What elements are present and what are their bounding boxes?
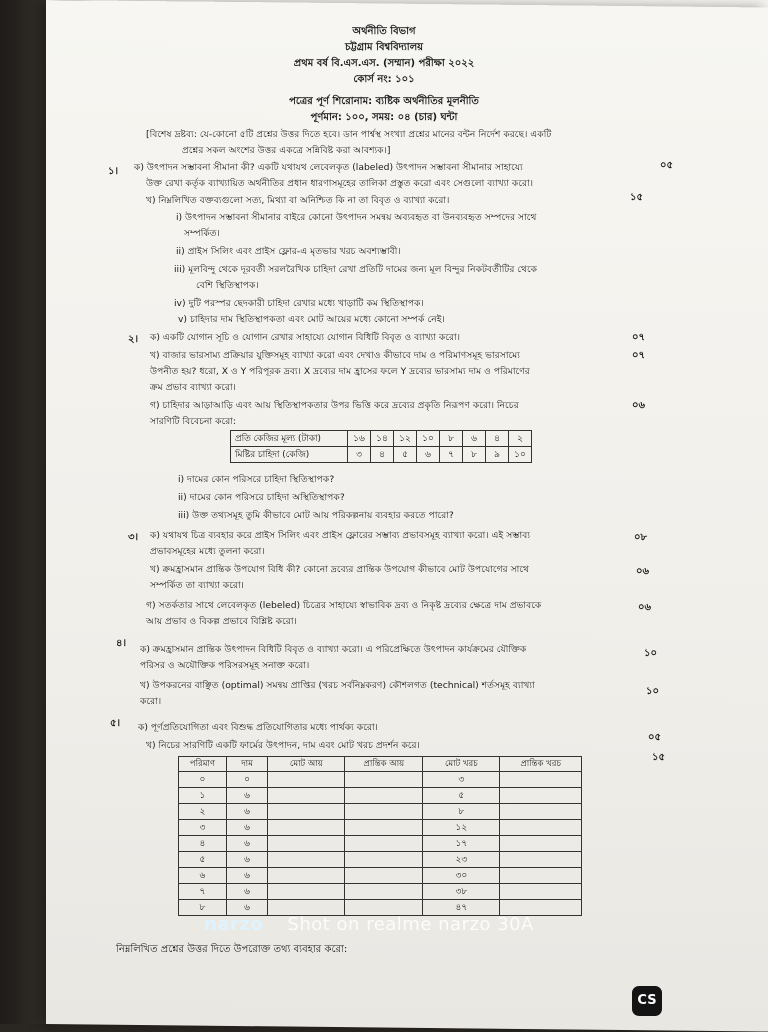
table-cell [500, 788, 582, 804]
table-cell: ৫ [179, 852, 227, 868]
watermark-brand: narzo [204, 914, 264, 935]
q1-a-cont: উক্ত রেখা কর্তৃক ব্যাখ্যায়িত অর্থনীতির প্রধান ধারণাসমূহের তালিকা প্রস্তুত করো এবং সেগুলো ব্যাখ্যা করো। [146, 178, 534, 189]
q1-number: ১। [108, 166, 119, 177]
q1-b: খ) নিম্নলিখিত বক্তব্যগুলো সত্য, মিথ্যা বা অনিশ্চিত কি না তা বিবৃত ও ব্যাখ্যা করো। [146, 195, 450, 206]
q1-a-mark: ০৫ [660, 160, 673, 171]
table-cell: ৬ [463, 431, 486, 447]
table-cell [268, 868, 345, 884]
table-cell: ৮ [440, 431, 463, 447]
course-no: কোর্স নং: ১০১ [353, 74, 415, 85]
table-cell [345, 820, 423, 836]
column-header: প্রান্তিক আয় [345, 757, 423, 772]
q2-a-mark: ০৭ [632, 332, 646, 343]
table-row [231, 447, 532, 463]
table-cell: ৪৭ [423, 900, 500, 916]
table-cell: ৬ [226, 804, 267, 820]
table-cell [500, 804, 582, 820]
table-cell: ২ [509, 431, 532, 447]
table-cell: ৩৮ [423, 884, 500, 900]
table-cell [268, 788, 345, 804]
table-cell: ১২ [423, 820, 500, 836]
table-cell: ৭ [179, 884, 227, 900]
table-cell [345, 868, 423, 884]
table-cell [345, 788, 423, 804]
table-cell [268, 804, 345, 820]
q4-b-mark: ১০ [646, 686, 659, 697]
paper-title: পত্রের পূর্ণ শিরোনাম: ব্যষ্টিক অর্থনীতির মূলনীতি [289, 96, 479, 107]
q2-b-cont-2: ক্রম প্রভাব ব্যাখ্যা করো। [150, 382, 236, 393]
q1-b-iii: iii) মূলবিন্দু থেকে দূরবর্তী সরলরৈখিক চাহিদা রেখা প্রতিটি দামের জন্য মূল বিন্দুর নিকটবর্তীটির থেকে [174, 264, 538, 275]
table-row [179, 772, 582, 788]
q3-a-mark: ০৮ [634, 532, 647, 543]
table-cell: ০ [226, 772, 267, 788]
column-header: প্রান্তিক খরচ [500, 757, 582, 772]
q1-b-iv: iv) দুটি পরস্পর ছেদকারী চাহিদা রেখার মধ্যে খাড়াটি কম স্থিতিস্থাপক। [174, 298, 424, 309]
row-label: প্রতি কেজির মূল্য (টাকা) [231, 431, 348, 447]
instruction-line-2: প্রশ্নের সকল অংশের উত্তর একত্রে সন্নিবিষ্ট করা আবশ্যক।] [182, 145, 391, 156]
table-cell [500, 772, 582, 788]
table-cell [268, 852, 345, 868]
q1-b-v: v) চাহিদার দাম স্থিতিস্থাপকতা এবং মোট আয়ের মধ্যে কোনো সম্পর্ক নেই। [178, 314, 445, 325]
table-cell [500, 868, 582, 884]
firm-table [178, 756, 582, 916]
q3-a-cont: প্রভাবসমূহের মধ্যে তুলনা করো। [150, 546, 265, 557]
table-cell [500, 884, 582, 900]
table-header-row [179, 757, 582, 772]
university: চট্টগ্রাম বিশ্ববিদ্যালয় [344, 42, 424, 53]
q3-number: ৩। [128, 532, 139, 543]
q4-a: ক) ক্রমহ্রাসমান প্রান্তিক উৎপাদন বিধিটি বিবৃত ও ব্যাখ্যা করো। এ পরিপ্রেক্ষিতে উৎপাদন কার্যক্রমের যৌক্তিক [140, 644, 527, 655]
q1-b-ii: ii) প্রাইস সিলিং এবং প্রাইস ফ্লোর-এ মৃতভার খরচ অবশ্যম্ভাবী। [176, 246, 401, 257]
q5-a: ক) পূর্ণপ্রতিযোগিতা এবং বিশুদ্ধ প্রতিযোগিতার মধ্যে পার্থক্য করো। [138, 722, 378, 733]
q4-a-mark: ১০ [644, 648, 657, 659]
q4-b: খ) উপকরনের বাঞ্ছিত (optimal) সমন্বয় প্রাপ্তির (খরচ সর্বনিম্নকরণ) কৌশলগত (technical) শর্তসমূহ ব্যাখ্যা [140, 680, 535, 691]
table-cell: ৬ [226, 900, 267, 916]
table-row [231, 431, 532, 447]
table-cell: ৬ [226, 820, 267, 836]
q3-a: ক) যথাযথ চিত্র ব্যবহার করে প্রাইস সিলিং এবং প্রাইস ফ্লোরের সম্ভাব্য প্রভাবসমূহ ব্যাখ্যা করো। এই সম্ভাব্য [150, 530, 530, 541]
table-cell: ৬ [226, 884, 267, 900]
q4-a-cont: পরিসর ও অযৌক্তিক পরিসরসমূহ সনাক্ত করো। [140, 660, 310, 671]
table-cell: ৮ [423, 804, 500, 820]
column-header: দাম [226, 757, 267, 772]
marks-time: পূর্ণমান: ১০০, সময়: ০৪ (চার) ঘন্টা [310, 112, 458, 123]
q3-b-mark: ০৬ [636, 566, 650, 577]
table-cell: ৬ [417, 447, 440, 463]
table-cell: ১ [179, 788, 227, 804]
q2-c-mark: ০৬ [632, 400, 646, 411]
q2-c-i: i) দামের কোন পরিসরে চাহিদা স্থিতিস্থাপক? [178, 474, 335, 485]
table-cell: ৫ [394, 447, 417, 463]
table-row [179, 788, 582, 804]
table-cell: ৯ [486, 447, 509, 463]
q5-b: খ) নিচের সারণিটি একটি ফার্মের উৎপাদন, দাম এবং মোট খরচ প্রদর্শন করে। [146, 740, 420, 751]
camera-watermark [204, 914, 534, 935]
table-cell: ৭ [440, 447, 463, 463]
q2-b-cont: উপনীত হয়? ধরো, X ও Y পরিপূরক দ্রব্য। X দ্রব্যের দাম হ্রাসের ফলে Y দ্রব্যের ভারসাম্য দাম ও পরিমাণের [150, 366, 530, 377]
table-row [179, 868, 582, 884]
q3-c-cont: আয় প্রভাব ও বিকল্প প্রভাবে বিশ্লিষ্ট করো। [146, 616, 297, 627]
q1-b-i: i) উৎপাদন সম্ভাবনা সীমানার বাইরে কোনো উৎপাদন সমন্বয় অব্যবহৃত বা উনব্যবহৃত সম্পদের সাথে [176, 212, 537, 223]
table-cell [345, 884, 423, 900]
q4-number: ৪। [116, 638, 127, 649]
table-cell: ৬ [179, 868, 227, 884]
column-header: মোট খরচ [423, 757, 500, 772]
table-cell: ৬ [226, 852, 267, 868]
table-cell: ৩ [179, 820, 227, 836]
table-row [179, 836, 582, 852]
table-cell: ১৭ [423, 836, 500, 852]
table-cell: ৬ [226, 836, 267, 852]
watermark-text: Shot on realme narzo 30A [287, 914, 534, 935]
table-cell: ৪ [486, 431, 509, 447]
table-cell: ৮ [463, 447, 486, 463]
table-cell: ৪ [371, 447, 394, 463]
q1-b-i-cont: সম্পর্কিত। [184, 228, 220, 239]
table-cell: ৬ [226, 868, 267, 884]
table-cell: ৪ [179, 836, 227, 852]
q5-number: ৫। [110, 718, 121, 729]
q5-a-mark: ০৫ [648, 732, 661, 743]
q1-b-mark: ১৫ [630, 192, 643, 203]
q5-b-mark: ১৫ [652, 752, 665, 763]
table-cell: ২ [179, 804, 227, 820]
table-cell [500, 820, 582, 836]
table-cell: ৩ [423, 772, 500, 788]
table-cell [345, 836, 423, 852]
q3-b: খ) ক্রমহ্রাসমান প্রান্তিক উপযোগ বিধি কী? কোনো দ্রব্যের প্রান্তিক উপযোগ কীভাবে মোট উপযোগের সাথে [150, 564, 529, 575]
department: অর্থনীতি বিভাগ [352, 26, 416, 37]
column-header: মোট আয় [268, 757, 345, 772]
table-row [179, 852, 582, 868]
table-row [179, 804, 582, 820]
table-row [179, 820, 582, 836]
table-cell [345, 852, 423, 868]
table-cell: ১৬ [348, 431, 371, 447]
table-cell: ২৩ [423, 852, 500, 868]
q2-c-cont: সারণিটি বিবেচনা করো: [150, 416, 237, 427]
table-cell: ৩০ [423, 868, 500, 884]
q4-b-cont: করো। [140, 696, 162, 707]
table-cell: ১০ [509, 447, 532, 463]
q1-a: ক) উৎপাদন সম্ভাবনা সীমানা কী? একটি যথাযথ লেবেলকৃত (labeled) উৎপাদন সম্ভাবনা সীমানার সাহায্যে [134, 162, 523, 173]
q2-b: খ) বাজার ভারসাম্য প্রক্রিয়ার যুক্তিসমূহ ব্যাখ্যা করো এবং দেখাও কীভাবে দাম ও পরিমাণসমূহ ভারসাম্যে [150, 350, 520, 361]
q1-b-iii-cont: বেশি স্থিতিস্থাপক। [196, 280, 259, 291]
table-cell: ৫ [423, 788, 500, 804]
table-cell: ০ [179, 772, 227, 788]
table-cell [268, 884, 345, 900]
exam-name: প্রথম বর্ষ বি.এস.এস. (সম্মান) পরীক্ষা ২০২২ [293, 58, 475, 69]
table-cell: ৮ [179, 900, 227, 916]
instruction-line-1: [বিশেষ দ্রষ্টব্য: যে-কোনো ৫টি প্রশ্নের উত্তর দিতে হবে। ডান পার্শ্বস্থ সংখ্যা প্রশ্নের মানের বন্টন নির্দেশ করছে। একটি [146, 129, 552, 140]
camscanner-logo: CS [632, 986, 662, 1016]
table-cell [268, 772, 345, 788]
q2-number: ২। [128, 334, 139, 345]
table-cell: ১০ [417, 431, 440, 447]
q2-b-mark: ০৭ [632, 350, 646, 361]
q3-c: গ) সতর্কতার সাথে লেবেলকৃত (lebeled) চিত্রের সাহায্যে স্বাভাবিক দ্রব্য ও নিকৃষ্ট দ্রব্যের ক্ষেত্রে দাম প্রভাবকে [146, 600, 542, 611]
table-cell: ৬ [226, 788, 267, 804]
table-cell [345, 804, 423, 820]
row-label: মিষ্টির চাহিদা (কেজি) [231, 447, 348, 463]
table-cell: ৩ [348, 447, 371, 463]
q5-footer: নিম্নলিখিত প্রশ্নের উত্তর দিতে উপরোক্ত তথ্য ব্যবহার করো: [116, 944, 348, 955]
table-cell [500, 852, 582, 868]
table-cell [500, 836, 582, 852]
q3-c-mark: ০৬ [638, 602, 652, 613]
q2-a: ক) একটি যোগান সূচি ও যোগান রেখার সাহায্যে যোগান বিধিটি বিবৃত ও ব্যাখ্যা করো। [150, 332, 461, 343]
price-demand-table [230, 430, 532, 463]
table-cell: ১৪ [371, 431, 394, 447]
q2-c-ii: ii) দামের কোন পরিসরে চাহিদা অস্থিতিস্থাপক? [178, 492, 345, 503]
table-cell [345, 772, 423, 788]
q2-c: গ) চাহিদার আড়াআড়ি এবং আয় স্থিতিস্থাপকতার উপর ভিত্তি করে দ্রব্যের প্রকৃতি নিরূপণ করো। নিচের [150, 400, 519, 411]
q2-c-iii: iii) উক্ত তথ্যসমূহ তুমি কীভাবে মোট আয় পরিকল্পনায় ব্যবহার করতে পারো? [178, 510, 454, 521]
table-row [179, 884, 582, 900]
table-cell [268, 820, 345, 836]
table-cell: ১২ [394, 431, 417, 447]
column-header: পরিমাণ [179, 757, 227, 772]
q3-b-cont: সম্পর্কিত তা ব্যাখ্যা করো। [150, 580, 244, 591]
table-cell [268, 836, 345, 852]
